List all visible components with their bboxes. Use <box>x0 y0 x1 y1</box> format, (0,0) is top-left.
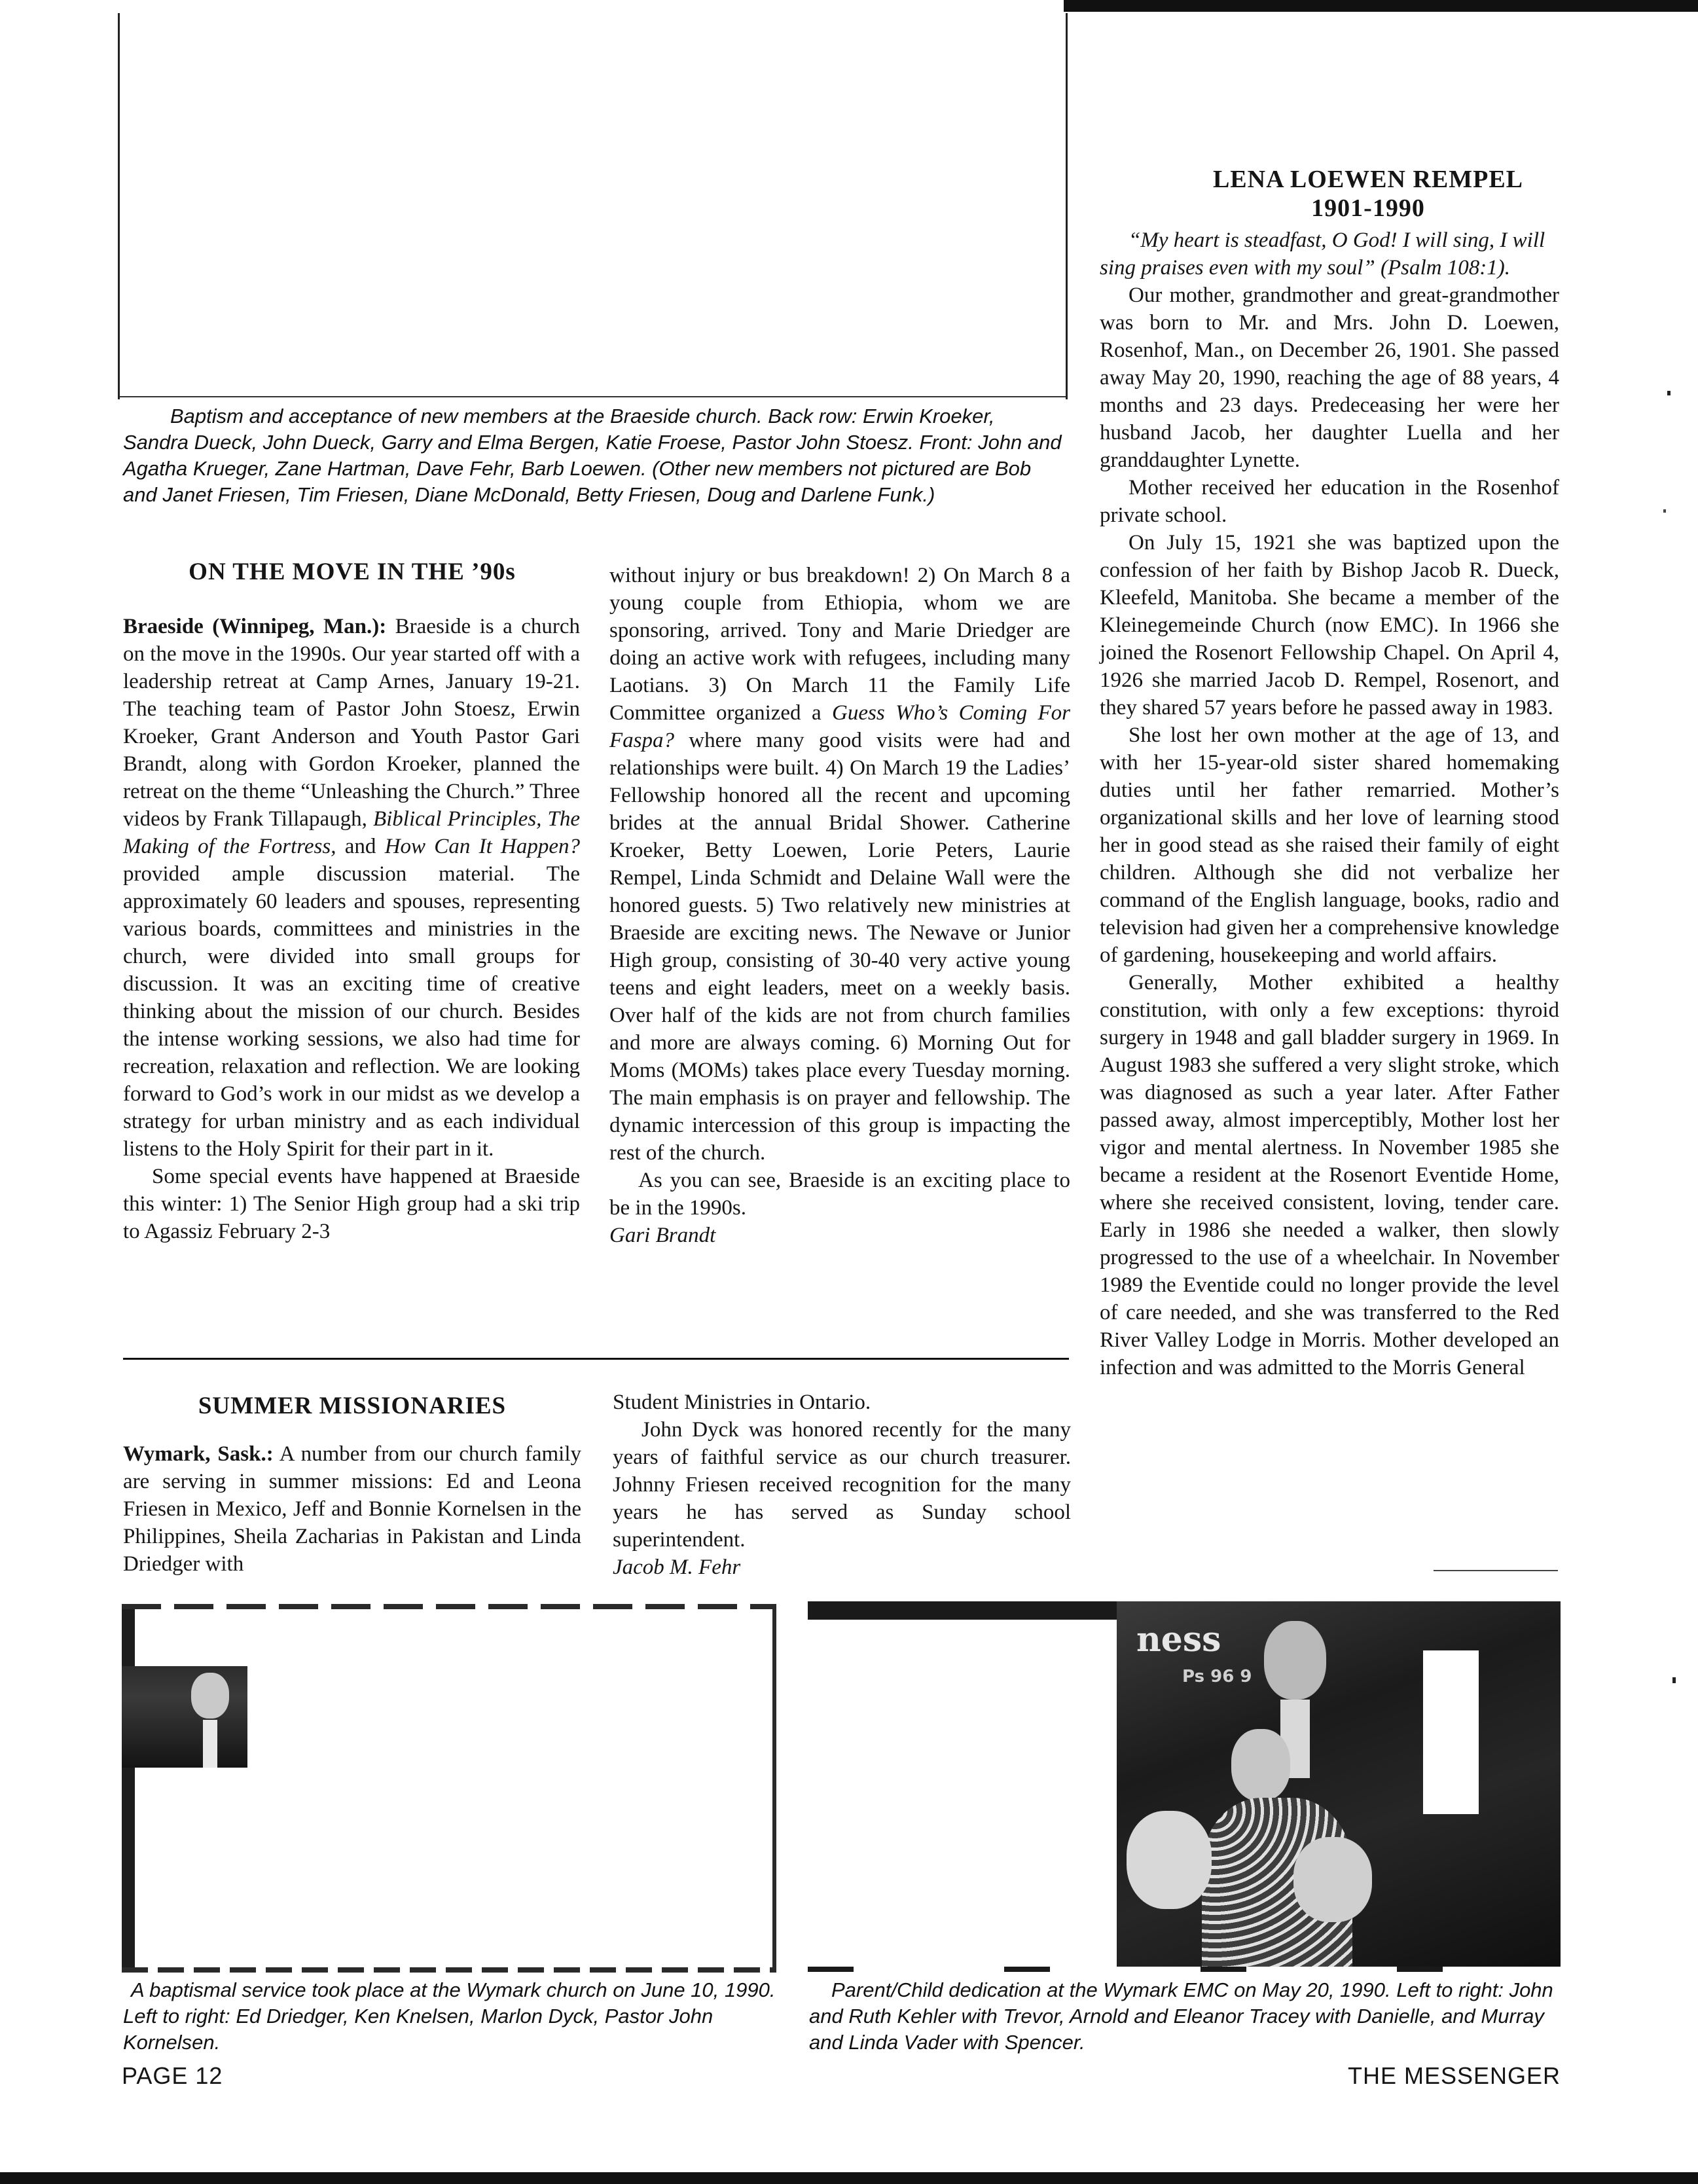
move-article-signature: Gari Brandt <box>609 1224 716 1247</box>
person-shirt <box>203 1720 217 1768</box>
photo-edge-right <box>772 1604 776 1973</box>
move-article-col2 <box>609 562 1070 1249</box>
move-article-col1 <box>123 613 580 1245</box>
scan-edge-bottom <box>0 2172 1698 2184</box>
baby-right <box>1293 1837 1372 1922</box>
section-divider <box>123 1358 1069 1360</box>
bottom-left-caption: A baptismal service took place at the Wymark church on June 10, 1990. Left to right: Ed Driedger, Ken Knelsen, Marlon Dyck, Pastor John Kornelsen. <box>123 1978 776 2054</box>
obituary-para2: Mother received her education in the Rosenhof private school. <box>1100 476 1559 527</box>
move-article-heading: ON THE MOVE IN THE ’90s <box>189 558 516 585</box>
obituary-para4: She lost her own mother at the age of 13, and with her 15-year-old sister shared homemaking duties until her father remarried. Mother’s organizational skills and her love of learning stood her in good stead as she raised their family of eight children. Although she did not verbalize her command of the English language, books, radio and television had given her a comprehensive knowledge of gardening, housekeeping and world affairs. <box>1100 723 1559 967</box>
redaction-box <box>1423 1650 1479 1814</box>
obituary-name: LENA LOEWEN REMPEL <box>1212 166 1524 193</box>
obituary-verse: “My heart is steadfast, O God! I will sing, I will sing praises even with my soul” (Psalm 108:1). <box>1100 228 1545 280</box>
photo-edge-top <box>122 1604 776 1609</box>
summer-article-col1 <box>123 1440 581 1578</box>
obituary-para5: Generally, Mother exhibited a healthy constitution, with only a few exceptions: thyroid surgery in 1948 and gall bladder surgery in 1969. In August 1983 she suffered a very slight stroke, which was diagnosed as such a year later. After Father passed away, almost imperceptibly, Mother lost her vigor and mental alertness. In November 1985 she became a resident at the Rosenort Eventide Home, where she received consistent, loving, tender care. Early in 1986 she needed a walker, then slowly progressed to the use of a wheelchair. In November 1989 the Eventide could no longer provide the level of care needed, and she was transferred to the Red River Valley Lodge in Morris. Mother developed an infection and was admitted to the Morris General <box>1100 971 1559 1379</box>
photo-edge-bottom <box>808 1967 1561 1972</box>
bottom-right-caption: Parent/Child dedication at the Wymark EMC on May 20, 1990. Left to right: John and Ruth Kehler with Trevor, Arnold and Eleanor Tracey with Danielle, and Murray and Linda Vader with Spencer. <box>809 1978 1553 2054</box>
top-photo <box>118 13 1068 399</box>
top-photo-caption: Baptism and acceptance of new members at the Braeside church. Back row: Erwin Kroeker, Sandra Dueck, John Dueck, Garry and Elma Bergen, Katie Froese, Pastor John Stoesz. Front: John and Agatha Krueger, Zane Hartman, Dave Fehr, Barb Loewen. (Other new members not pictured are Bob and Janet Friesen, Tim Friesen, Diane McDonald, Betty Friesen, Doug and Darlene Funk.) <box>123 405 1062 506</box>
move-article-col2-para1: without injury or bus breakdown! 2) On March 8 a young couple from Ethiopia, whom we are sponsoring, arrived. Tony and Marie Driedger are doing an active work with refugees, including many Laotians. 3) On March 11 the Family Life Committee organized a Guess Who’s Coming For Faspa? where many good visits were had and relationships were built. 4) On March 19 the Ladies’ Fellowship honored all the recent and upcoming brides at the annual Bridal Shower. Catherine Kroeker, Betty Loewen, Lorie Peters, Laurie Rempel, Linda Schmidt and Delaine Wall were the honored guests. 5) Two relatively new ministries at Braeside are exciting news. The Newave or Junior High group, consisting of 30-40 very active young teens and eight leaders, meet on a weekly basis. Over half of the kids are not from church families and more are always coming. 6) Morning Out for Moms (MOMs) takes place every Tuesday morning. The main emphasis is on prayer and fellowship. The dynamic intercession of this group is impacting the rest of the church. <box>609 564 1070 1165</box>
summer-article-lead: Wymark, Sask.: <box>123 1442 274 1466</box>
page-number: PAGE 12 <box>122 2062 223 2089</box>
photo-edge-left <box>122 1604 135 1973</box>
banner-text: ness <box>1136 1620 1221 1660</box>
obituary-body <box>1100 227 1559 1381</box>
baby-left <box>1127 1811 1212 1909</box>
scan-speck <box>1663 509 1666 513</box>
obituary-para3: On July 15, 1921 she was baptized upon the confession of her faith by Bishop Jacob R. Dueck, Kleefeld, Manitoba. She became a member of the Kleinegemeinde Church (now EMC). In 1966 she joined the Rosenort Fellowship Chapel. On April 4, 1926 she married Jacob D. Rempel, Rosenort, and they shared 57 years before he passed away in 1983. <box>1100 531 1559 719</box>
banner-reference: Ps 96 9 <box>1182 1667 1252 1686</box>
summer-article-heading: SUMMER MISSIONARIES <box>198 1392 507 1419</box>
move-article-col2-para2: As you can see, Braeside is an exciting place to be in the 1990s. <box>609 1169 1070 1220</box>
woman-face <box>1231 1729 1290 1801</box>
scan-speck <box>1672 1677 1676 1683</box>
man-face <box>1264 1621 1326 1700</box>
scan-speck <box>1667 391 1671 395</box>
move-article-para1: Braeside (Winnipeg, Man.): Braeside is a church on the move in the 1990s. Our year started off with a leadership retreat at Camp Arnes, January 19-21. The teaching team of Pastor John Stoesz, Erwin Kroeker, Grant Anderson and Youth Pastor Gari Brandt, along with Gordon Kroeker, planned the retreat on the theme “Unleashing the Church.” Three videos by Frank Tillapaugh, Biblical Principles, The Making of the Fortress, and How Can It Happen? provided ample discussion material. The approximately 60 leaders and spouses, representing various boards, committees and ministries in the church, were divided into small groups for discussion. It was an exciting time of creative thinking about the mission of our church. Besides the intense working sessions, we also had time for recreation, relaxation and reflection. We are looking forward to God’s work in our midst as we develop a strategy for urban ministry and as each individual listens to the Holy Spirit for their part in it. <box>123 615 580 1161</box>
obituary-para1: Our mother, grandmother and great-grandmother was born to Mr. and Mrs. John D. Loewen, Rosenhof, Man., on December 26, 1901. She passed away May 20, 1990, reaching the age of 88 years, 4 months and 23 days. Predeceasing her were her husband Jacob, her daughter Luella and her granddaughter Lynette. <box>1100 283 1559 472</box>
summer-article-para1: Wymark, Sask.: A number from our church family are serving in summer missions: Ed and Leona Friesen in Mexico, Jeff and Bonnie Kornelsen in the Philippines, Sheila Zacharias in Pakistan and Linda Driedger with <box>123 1442 581 1576</box>
summer-article-signature: Jacob M. Fehr <box>613 1556 741 1579</box>
obituary-end-rule <box>1434 1570 1558 1571</box>
move-article-para2: Some special events have happened at Braeside this winter: 1) The Senior High group had a ski trip to Agassiz February 2-3 <box>123 1165 580 1243</box>
bottom-left-photo <box>122 1604 776 1973</box>
person-face <box>191 1673 229 1719</box>
summer-article-col2-para2: John Dyck was honored recently for the many years of faithful service as our church treasurer. Johnny Friesen received recognition for the many years he has served as Sunday school superintendent. <box>613 1418 1071 1552</box>
bottom-right-photo <box>808 1601 1561 1972</box>
photo-scene <box>1117 1601 1561 1972</box>
obituary-years: 1901-1990 <box>1311 194 1425 222</box>
summer-article-col2 <box>613 1389 1071 1581</box>
scan-edge-top <box>1064 0 1698 12</box>
top-photo-bottom-edge <box>120 396 1066 397</box>
person-photo-fragment <box>122 1666 247 1768</box>
publication-name: THE MESSENGER <box>1347 2062 1561 2089</box>
photo-edge-bottom <box>122 1967 776 1973</box>
summer-article-col2-para1: Student Ministries in Ontario. <box>613 1391 871 1414</box>
move-article-lead: Braeside (Winnipeg, Man.): <box>123 615 387 638</box>
